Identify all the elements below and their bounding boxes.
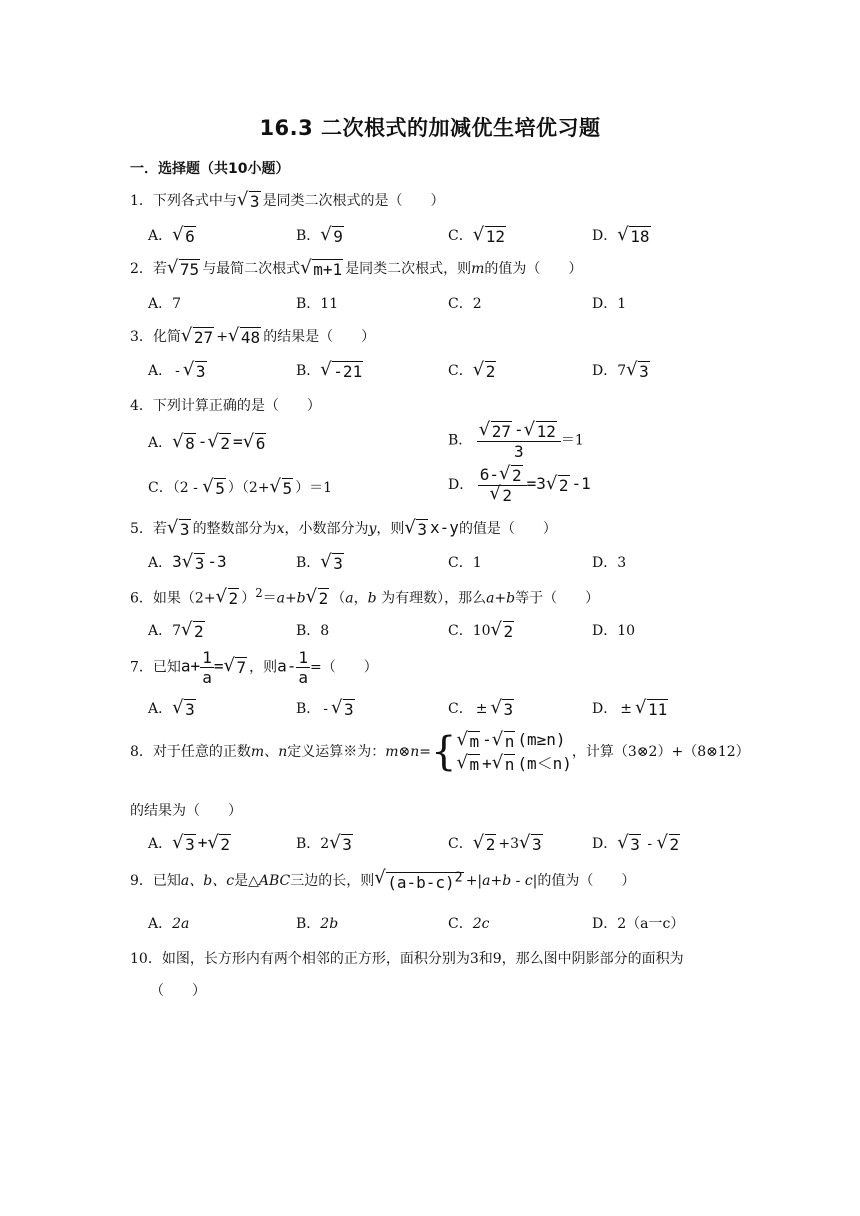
- q1-option-b: B．√ 9: [296, 225, 346, 246]
- q3-option-d: D．7√ 3: [592, 360, 652, 381]
- q1-option-c: C．√ 12: [448, 225, 508, 246]
- piecewise-cases: √ m -√ n (m≥n) √ m +√ n (m＜n): [456, 730, 571, 774]
- q4-option-a: A．√ 8 -√ 2 =√ 6: [148, 432, 268, 453]
- question-10: 10．如图，长方形内有两个相邻的正方形，面积分别为3和9，那么图中阴影部分的面积为: [130, 951, 684, 967]
- q7-option-a: A．√ 3: [148, 698, 198, 719]
- q1-option-a: A．√ 6: [148, 225, 198, 246]
- q5-option-c: C．1: [448, 555, 482, 571]
- q7-option-b: B． -√ 3: [296, 698, 357, 719]
- q4-option-c: C．（2 - √ 5 ）（2+√ 5 ）＝1: [148, 477, 332, 498]
- question-5: 5．若√ 3 的整数部分为x，小数部分为y，则√ 3 x-y的值是（ ）: [130, 518, 557, 539]
- question-10-line2: （ ）: [150, 983, 206, 999]
- q9-option-d: D．2（a一c）: [592, 916, 685, 932]
- q6-option-a: A．7√ 2: [148, 620, 207, 641]
- question-1: 1．下列各式中与√ 3 是同类二次根式的是（ ）: [130, 190, 445, 211]
- q6-option-d: D．10: [592, 623, 636, 639]
- q6-option-b: B．8: [296, 623, 330, 639]
- q8-option-c: C．√ 2 +3√ 3: [448, 833, 545, 854]
- fraction: 6-√ 2 √ 2: [478, 465, 527, 505]
- question-3: 3．化简√ 27 +√ 48 的结果是（ ）: [130, 326, 375, 347]
- q2-option-c: C．2: [448, 296, 482, 312]
- q9-option-a: A．2a: [148, 916, 190, 932]
- q2-option-d: D．1: [592, 296, 627, 312]
- section-heading: 一．选择题（共10小题）: [130, 161, 290, 177]
- q3-option-b: B．√ -21: [296, 360, 365, 381]
- question-8-line2: 的结果为（ ）: [130, 803, 242, 819]
- page-title: 16.3 二次根式的加减优生培优习题: [259, 116, 601, 140]
- q5-option-b: B．√ 3: [296, 552, 346, 573]
- q5-option-a: A．3√ 3 -3: [148, 552, 227, 573]
- q2-option-b: B．11: [296, 296, 339, 312]
- q1-option-d: D．√ 18: [592, 225, 653, 246]
- fraction: √ $\frac{27 -√ 12}{3}$: [477, 420, 561, 461]
- q8-option-d: D．√ 3 - √ 2: [592, 833, 682, 854]
- q4-option-d: D． 6-√ 2 √ 2 =3√ 2 -1: [448, 465, 591, 505]
- q7-option-c: C． ±√ 3: [448, 698, 516, 719]
- q3-option-c: C．√ 2: [448, 360, 498, 381]
- question-2: 2．若√ 75 与最简二次根式√ m+1 是同类二次根式，则m的值为（ ）: [130, 258, 582, 279]
- q4-option-b: B． √ $\frac{27 -√ 12}{3}$ ＝1: [448, 420, 584, 461]
- q8-option-a: A．√ 3 +√ 2: [148, 833, 233, 854]
- question-9: 9．已知a、b、c是△ABC三边的长，则√ $(a-b-c)^2 +|a+b - c|$的值为（ ）: [130, 870, 635, 892]
- q6-option-c: C．10√ 2: [448, 620, 516, 641]
- question-6: 6．如果（2+√ 2 ）$^2$＝a+b√ 2 （a，b 为有理数），那么a+b等于（ ）: [130, 586, 599, 608]
- q3-option-a: A． -√ 3: [148, 360, 209, 381]
- question-4: 4．下列计算正确的是（ ）: [130, 398, 321, 414]
- question-7: 7．已知a+ $\frac{1}{a}$ =√ 7 ，则a- $\frac{1}{a}$ =（ ）: [130, 648, 378, 687]
- q5-option-d: D．3: [592, 555, 627, 571]
- q7-option-d: D． ±√ 11: [592, 698, 670, 719]
- question-8: 8．对于任意的正数m、n定义运算※为：m⊗n={ √ m -√ n (m≥n) √ m +√ n (m＜n) ，计算（3⊗2）+（8⊗12）: [130, 730, 750, 774]
- q2-option-a: A．7: [148, 296, 182, 312]
- q9-option-b: B．2b: [296, 916, 339, 932]
- q9-option-c: C．2c: [448, 916, 490, 932]
- q8-option-b: B．2√ 3: [296, 833, 355, 854]
